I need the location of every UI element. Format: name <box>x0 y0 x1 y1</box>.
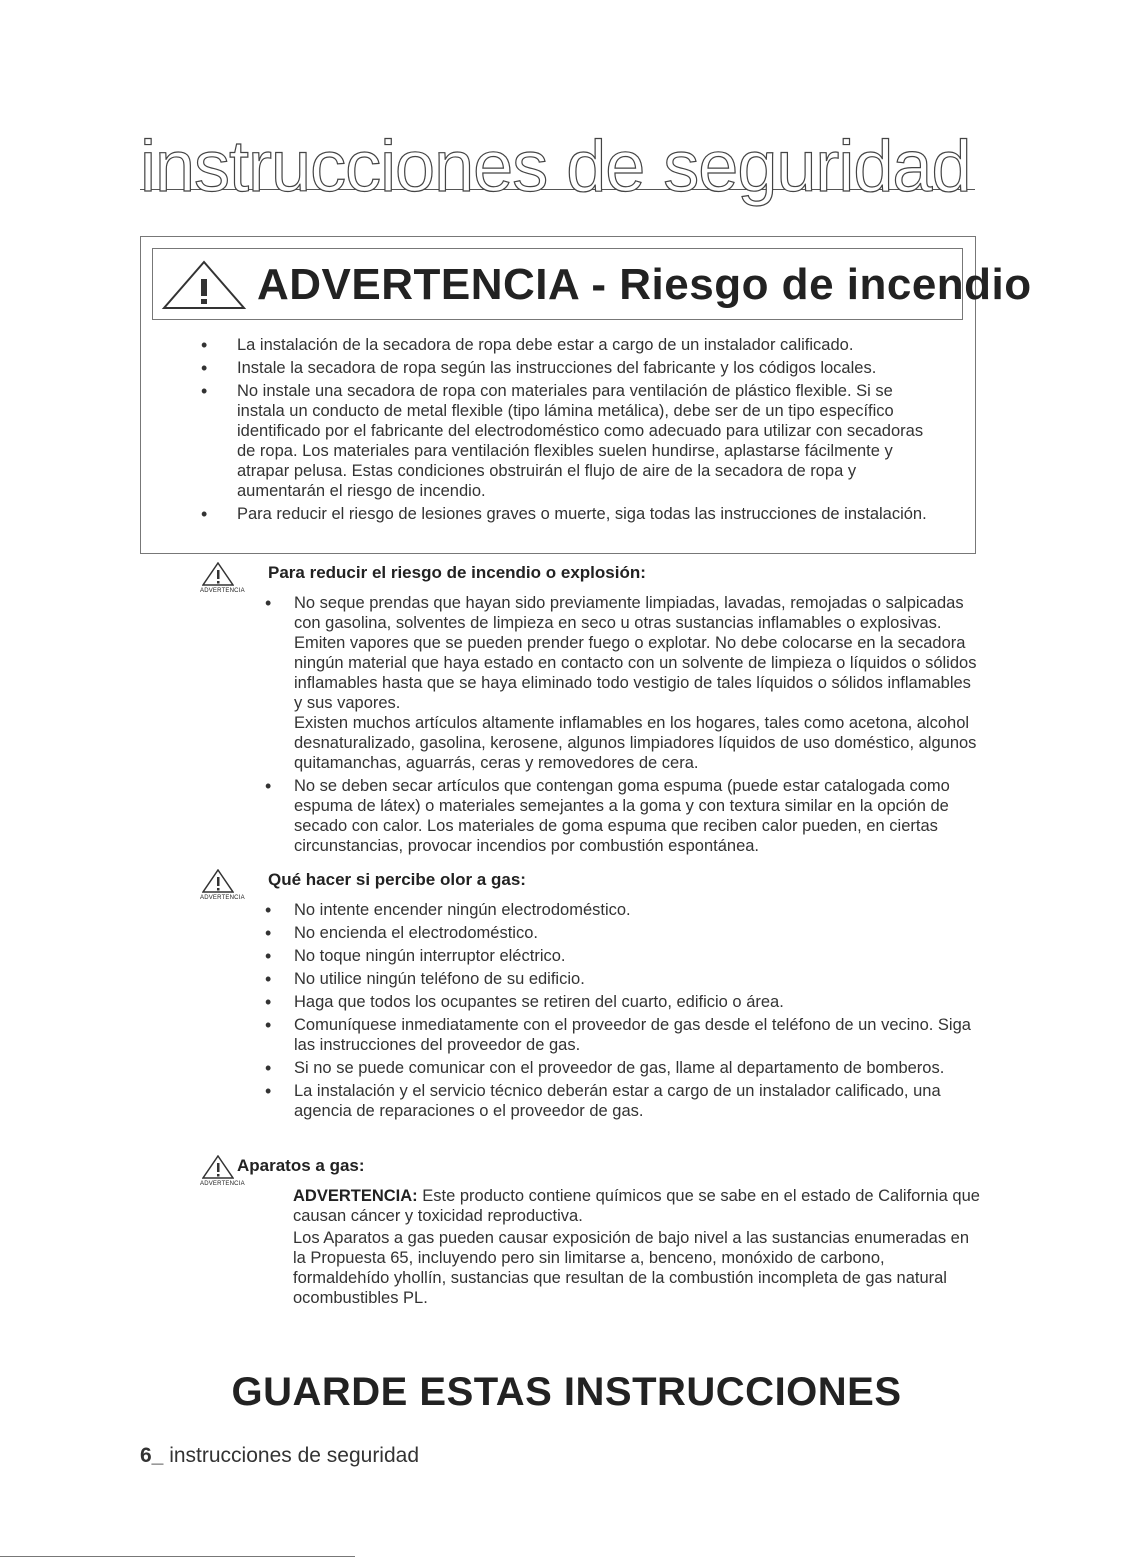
list-item: • Para reducir el riesgo de lesiones graves o muerte, siga todas las instrucciones de instalación. <box>201 504 936 524</box>
warning-triangle-icon <box>161 259 247 311</box>
list-item: • No instale una secadora de ropa con materiales para ventilación de plástico flexible. Si se instala un conducto de metal flexible (tipo lámina metálica), debe ser de un tipo específico identificado por el fabricante del electrodoméstico como adecuado para utilizar con secadoras de ropa. Los materiales para ventilación flexibles suelen hundirse, aplastarse fácilmente y atrapar pelusa. Estas condiciones obstruirán el flujo de aire de la secadora de ropa y aumentarán el riesgo de incendio. <box>201 381 936 501</box>
page-title-rule <box>140 120 975 207</box>
banner-list <box>201 335 936 527</box>
list-item: • Instale la secadora de ropa según las instrucciones del fabricante y los códigos locales. <box>201 358 936 378</box>
save-instructions-heading: GUARDE ESTAS INSTRUCCIONES <box>231 1370 902 1414</box>
list-item: • No seque prendas que hayan sido previamente limpiadas, lavadas, remojadas o salpicadas con gasolina, solventes de limpieza en seco u otras sustancias inflamables o explosivas. Emiten vapores que se pueden prender fuego o explotar. No debe colocarse en la secadora ningún material que haya estado en contacto con un solvente de limpieza o líquidos o sólidos inflamables hasta que se haya eliminado todo vestigio de tales líquidos o sólidos inflamables y sus vapores. <box>265 593 980 713</box>
banner-title: ADVERTENCIA - Riesgo de incendio <box>257 260 1032 309</box>
list-item: • No utilice ningún teléfono de su edificio. <box>265 969 980 989</box>
list-item: • No encienda el electrodoméstico. <box>265 923 980 943</box>
list-item: • Comuníquese inmediatamente con el proveedor de gas desde el teléfono de un vecino. Siga las instrucciones del proveedor de gas. <box>265 1015 980 1055</box>
warning-triangle-icon <box>202 869 234 893</box>
gas-appliances-section-title: Aparatos a gas: <box>237 1156 365 1175</box>
warning-text: Este producto contiene químicos que se sabe en el estado de California que causan cáncer y toxicidad reproductiva. <box>293 1187 980 1225</box>
list-item: • La instalación de la secadora de ropa debe estar a cargo de un instalador calificado. <box>201 335 936 355</box>
warning-caption: ADVERTENCIA <box>200 1181 245 1187</box>
list-item: • Si no se puede comunicar con el proveedor de gas, llame al departamento de bomberos. <box>265 1058 980 1078</box>
fire-warning-box <box>140 236 1032 554</box>
gas-smell-section-title: Qué hacer si percibe olor a gas: <box>268 870 526 889</box>
list-item: • La instalación y el servicio técnico deberán estar a cargo de un instalador calificado, una agencia de reparaciones o el proveedor de gas. <box>265 1081 980 1121</box>
list-item: • No toque ningún interruptor eléctrico. <box>265 946 980 966</box>
page-title: instrucciones de seguridad <box>140 127 971 207</box>
warning-caption: ADVERTENCIA <box>200 895 245 901</box>
gas-smell-section-list <box>265 900 980 1124</box>
page-footer <box>140 1444 419 1468</box>
prop65-warning <box>293 1186 983 1226</box>
prop65-details: Los Aparatos a gas pueden causar exposición de bajo nivel a las sustancias enumeradas en la Propuesta 65, incluyendo pero sin limitarse a, benceno, monóxido de carbono, formaldehído yhollín, sustancias que resultan de la combustión incompleta de gas natural ocombustibles PL. <box>293 1229 970 1307</box>
fire-section-list <box>265 593 980 859</box>
gas-appliances-body <box>293 1186 983 1310</box>
list-item: • No se deben secar artículos que contengan goma espuma (puede estar catalogada como espuma de látex) o materiales semejantes a la goma y con textura similar en la opción de secado con calor. Los materiales de goma espuma que reciben calor pueden, en ciertas circunstancias, provocar incendios por combustión espontánea. <box>265 776 980 856</box>
list-item: Existen muchos artículos altamente inflamables en los hogares, tales como acetona, alcohol desnaturalizado, gasolina, kerosene, algunos limpiadores líquidos de uso doméstico, algunos quitamanchas, aguarrás, ceras y removedores de cera. <box>294 714 977 772</box>
warning-lead: ADVERTENCIA: <box>293 1187 418 1205</box>
fire-section-title: Para reducir el riesgo de incendio o explosión: <box>268 563 646 582</box>
list-item: • No intente encender ningún electrodoméstico. <box>265 900 980 920</box>
footer-label: instrucciones de seguridad <box>163 1444 420 1467</box>
list-item: • Haga que todos los ocupantes se retiren del cuarto, edificio o área. <box>265 992 980 1012</box>
bottom-rule <box>0 1556 355 1557</box>
warning-triangle-icon <box>202 562 234 586</box>
warning-caption: ADVERTENCIA <box>200 588 245 594</box>
page-number: 6_ <box>140 1444 164 1467</box>
warning-triangle-icon <box>202 1155 234 1179</box>
warning-banner <box>152 248 1032 320</box>
